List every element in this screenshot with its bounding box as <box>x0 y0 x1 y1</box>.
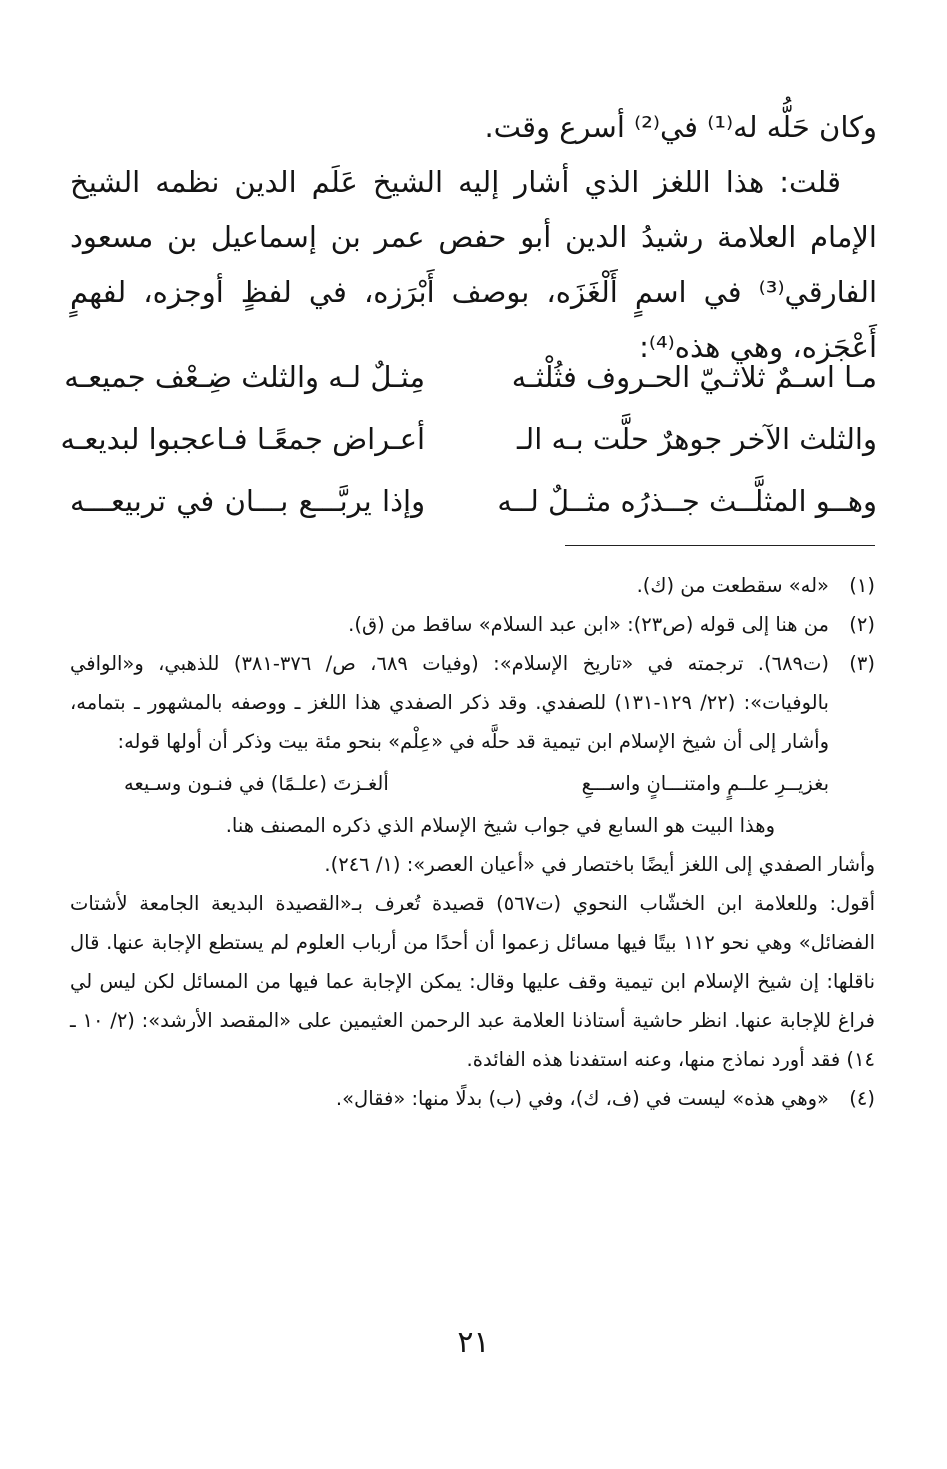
footnote-paragraph: وهذا البيت هو السابع في جواب شيخ الإسلام الذي ذكره المصنف هنا. <box>225 814 775 837</box>
page-number: ٢١ <box>457 1325 490 1360</box>
footnote-paragraph: وأشار الصفدي إلى اللغز أيضًا باختصار في «أعيان العصر»: (١/ ٢٤٦). <box>324 853 875 876</box>
footnote-separator <box>565 545 875 546</box>
footnote-number: (٤) <box>849 1087 875 1110</box>
verse-second-hemistich: وإذا يربَّـــع بـــان في تربيعـــه <box>70 484 426 518</box>
footnote-verse <box>70 764 829 803</box>
poem-verse <box>70 470 877 532</box>
poem-verse <box>60 408 877 470</box>
opening-line: وكان حَلُّه له⁽¹⁾ في⁽²⁾ أسرع وقت. <box>484 110 877 144</box>
footnote-verse-second: ألغـزتَ (علـمًا) في فنـون وسـيعه <box>124 772 389 795</box>
verse-second-hemistich: أعـراض جمعًـا فـاعجبوا لبديعـه <box>60 422 426 456</box>
footnote-3 <box>70 644 875 845</box>
verse-first-hemistich: مـا اسـمٌ ثلاثـيّ الحـروف فثُلْثـه <box>511 360 877 394</box>
footnote-paragraph: أقول: وللعلامة ابن الخشّاب النحوي (ت٥٦٧) قصيدة تُعرف بـ«القصيدة البديعة الجامعة لأشتات الفضائل» وهي نحو ١١٢ بيتًا فيها مسائل زعموا أن أحدًا من أرباب العلوم لم يستطع الإجابة عنها. قال ناقلها: إن شيخ الإسلام ابن تيمية وقف عليها وقال: يمكن الإجابة عما فيها من المسائل لكن ليس لي فراغ للإجابة عنها. انظر حاشية أستاذنا العلامة عبد الرحمن العثيمين على «المقصد الأرشد»: (٢/ ١٠ ـ ١٤) فقد أورد نماذج منها، وعنه استفدنا هذه الفائدة. <box>70 892 876 1071</box>
main-paragraph: قلت: هذا اللغز الذي أشار إليه الشيخ عَلَم الدين نظمه الشيخ الإمام العلامة رشيدُ الدين أبو حفص عمر بن إسماعيل بن مسعود الفارقي⁽³⁾ في اسمٍ أَلْغَزَه، بوصف أَبْرَزه، في لفظٍ أوجزه، لفهمٍ أَعْجَزه، وهي هذه⁽⁴⁾: <box>70 165 877 364</box>
footnote-body <box>70 644 829 845</box>
footnote-number: (٢) <box>849 613 875 636</box>
footnotes <box>70 566 875 1118</box>
poem <box>60 346 877 532</box>
footnote-text: (ت٦٨٩). ترجمته في «تاريخ الإسلام»: (وفيات ٦٨٩، ص/ ٣٧٦-٣٨١) للذهبي، و«الوافي بالوفيات»: (٢٢/ ١٢٩-١٣١) للصفدي. وقد ذكر الصفدي هذا اللغز ـ ووصفه بالمشهور ـ بتمامه، وأشار إلى أن شيخ الإسلام ابن تيمية قد حلَّه في «عِلْم» بنحو مئة بيت وذكر أن أولها قوله: <box>70 652 829 753</box>
footnote-1 <box>70 566 875 605</box>
footnote-number: (١) <box>849 574 875 597</box>
poem-verse <box>64 346 877 408</box>
footnote-text: «له» سقطعت من (ك). <box>636 574 829 597</box>
footnote-verse-first: بغزيــرِ علــمٍ وامتنـــانٍ واســـعِ <box>581 772 829 795</box>
footnote-text: «وهي هذه» ليست في (ف، ك)، وفي (ب) بدلًا منها: «فقال». <box>335 1087 829 1110</box>
main-text <box>70 100 877 375</box>
verse-first-hemistich: والثلث الآخر جوهرٌ حلَّت بـه الـ <box>516 422 877 456</box>
footnote-text: من هنا إلى قوله (ص٢٣): «ابن عبد السلام» ساقط من (ق). <box>348 613 829 636</box>
footnote-3-continued <box>70 845 875 1079</box>
verse-first-hemistich: وهــو المثلَّــث جــذرُه مثــلٌ لــه <box>497 484 877 518</box>
footnote-4 <box>70 1079 875 1118</box>
verse-second-hemistich: مِثـلٌ لـه والثلث ضِـعْف جميعـه <box>64 360 426 394</box>
footnote-2 <box>70 605 875 644</box>
footnote-number: (٣) <box>849 652 875 675</box>
